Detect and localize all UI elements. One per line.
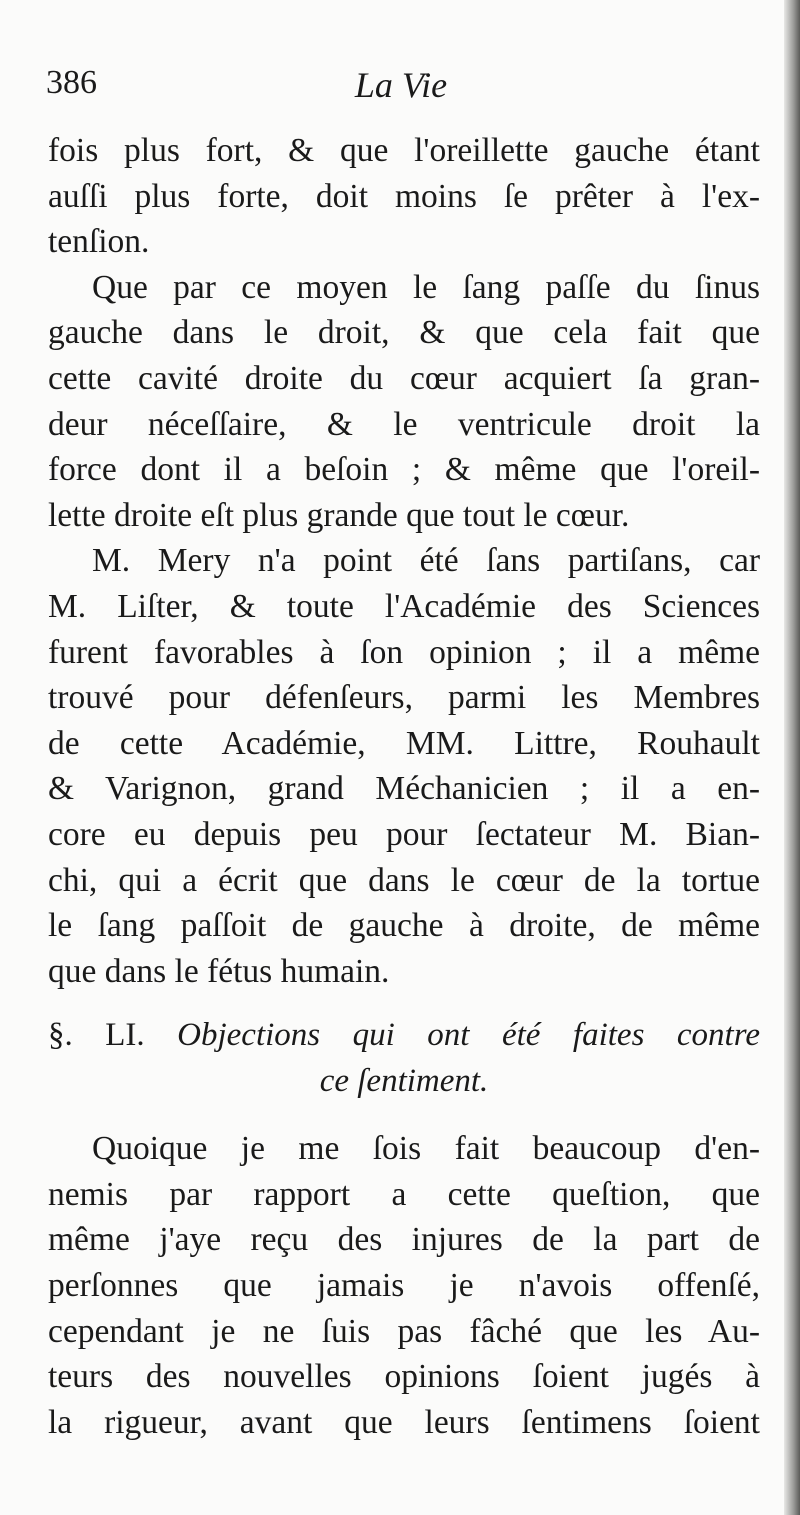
paragraph <box>48 1126 760 1445</box>
section-heading-line <box>48 1012 760 1058</box>
text-line: tenſion. <box>48 223 150 261</box>
paragraph <box>48 538 760 994</box>
text-line: nemis par rapport a cette queſtion, que <box>48 1175 760 1213</box>
text-line: de cette Académie, MM. Littre, Rouhault <box>48 724 760 762</box>
page-body <box>48 128 760 1445</box>
running-title: La Vie <box>354 65 448 105</box>
section-number: §. LI. <box>48 1017 145 1054</box>
text-line: Quoique je me ſois fait beaucoup d'en- <box>92 1130 760 1168</box>
text-line: M. Liſter, & toute l'Académie des Sciences <box>48 587 760 625</box>
paragraph <box>48 265 760 539</box>
paragraph <box>48 128 760 265</box>
page-number: 386 <box>46 64 97 101</box>
text-line: perſonnes que jamais je n'avois offenſé, <box>48 1267 760 1305</box>
text-line: deur néceſſaire, & le ventricule droit la <box>48 405 760 443</box>
text-line: chi, qui a écrit que dans le cœur de la tortue <box>48 861 760 899</box>
page-edge-shadow <box>784 0 800 1515</box>
text-line: core eu depuis peu pour ſectateur M. Bian- <box>48 815 760 853</box>
text-line: cependant je ne ſuis pas fâché que les Au- <box>48 1312 760 1350</box>
running-header <box>46 64 756 114</box>
text-line: teurs des nouvelles opinions ſoient jugés à <box>48 1358 760 1396</box>
text-line: auſſi plus forte, doit moins ſe prêter à l'ex- <box>48 177 760 215</box>
section-title: Objections qui ont été faites contre <box>177 1017 760 1054</box>
text-line: M. Mery n'a point été ſans partiſans, car <box>92 542 760 580</box>
text-line: que dans le fétus humain. <box>48 952 390 990</box>
section-heading <box>48 1012 760 1104</box>
text-line: force dont il a beſoin ; & même que l'oreil- <box>48 451 760 489</box>
text-line: trouvé pour défenſeurs, parmi les Membres <box>48 679 760 717</box>
text-line: gauche dans le droit, & que cela fait que <box>48 314 760 352</box>
text-line: fois plus fort, & que l'oreillette gauche étant <box>48 132 760 169</box>
section-title-continued: ce ſentiment. <box>319 1063 489 1100</box>
text-line: & Varignon, grand Méchanicien ; il a en- <box>48 770 760 808</box>
text-line: le ſang paſſoit de gauche à droite, de même <box>48 907 760 945</box>
text-line: la rigueur, avant que leurs ſentimens ſoient <box>48 1403 760 1441</box>
text-line: lette droite eſt plus grande que tout le cœur. <box>48 496 630 534</box>
text-line: furent favorables à ſon opinion ; il a même <box>48 633 760 671</box>
text-line: Que par ce moyen le ſang paſſe du ſinus <box>92 268 760 306</box>
text-line: cette cavité droite du cœur acquiert ſa gran- <box>48 359 760 397</box>
paragraph-gap <box>48 1104 760 1126</box>
text-line: même j'aye reçu des injures de la part de <box>48 1221 760 1259</box>
